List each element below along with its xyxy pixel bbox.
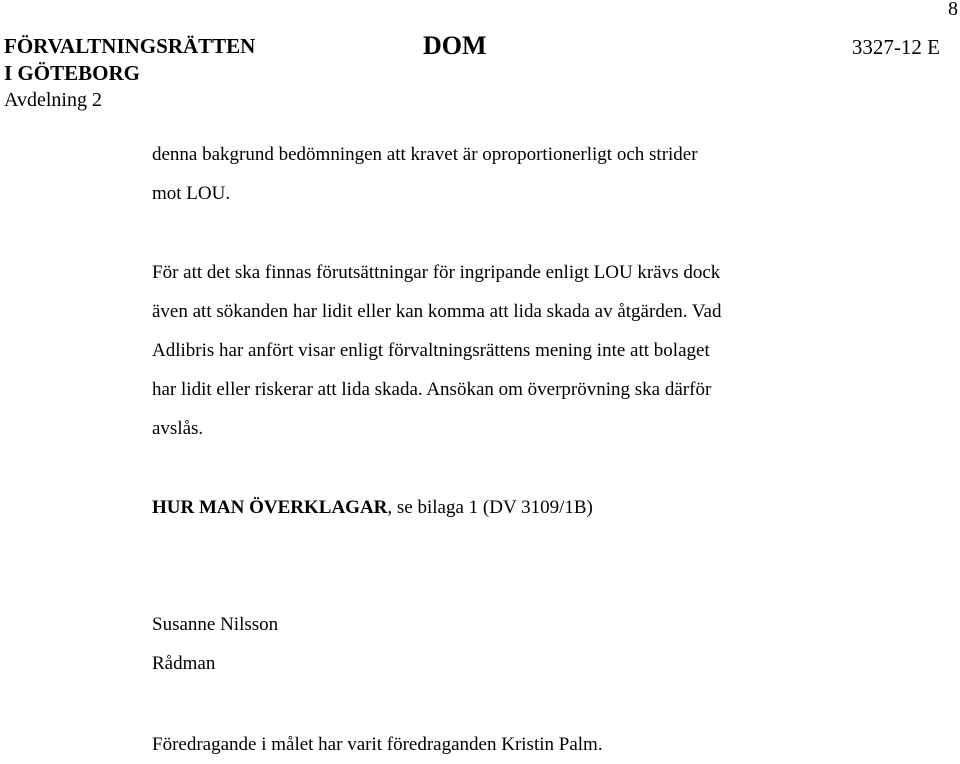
paragraph-1 [152,135,852,213]
paragraph-line: avslås. [152,418,204,439]
signature-block [152,605,852,683]
signer-name: Susanne Nilsson [152,614,279,635]
paragraph-line: även att sökanden har lidit eller kan komma att lida skada av åtgärden. Vad [152,301,722,322]
court-name-line1: FÖRVALTNINGSRÄTTEN [4,34,256,58]
paragraph-line: denna bakgrund bedömningen att kravet är oproportionerligt och strider [152,144,698,165]
rapporteur-note: Föredragande i målet har varit föredraganden Kristin Palm. [152,734,603,755]
document-type: DOM [423,31,487,60]
appeal-reference: , se bilaga 1 (DV 3109/1B) [387,497,593,518]
appeal-heading: HUR MAN ÖVERKLAGAR [152,497,388,518]
paragraph-line: Adlibris har anfört visar enligt förvaltningsrättens mening inte att bolaget [152,340,710,361]
court-name-line2: I GÖTEBORG [4,61,140,85]
paragraph-2 [152,253,852,448]
paragraph-line: mot LOU. [152,183,231,204]
department-label: Avdelning 2 [4,89,102,111]
case-number: 3327-12 E [851,35,940,59]
page-number: 8 [948,0,958,20]
court-header [4,33,255,114]
appeal-instructions [152,488,852,527]
paragraph-line: För att det ska finnas förutsättningar för ingripande enligt LOU krävs dock [152,262,721,283]
paragraph-line: har lidit eller riskerar att lida skada. Ansökan om överprövning ska därför [152,379,712,400]
signer-title: Rådman [152,653,216,674]
